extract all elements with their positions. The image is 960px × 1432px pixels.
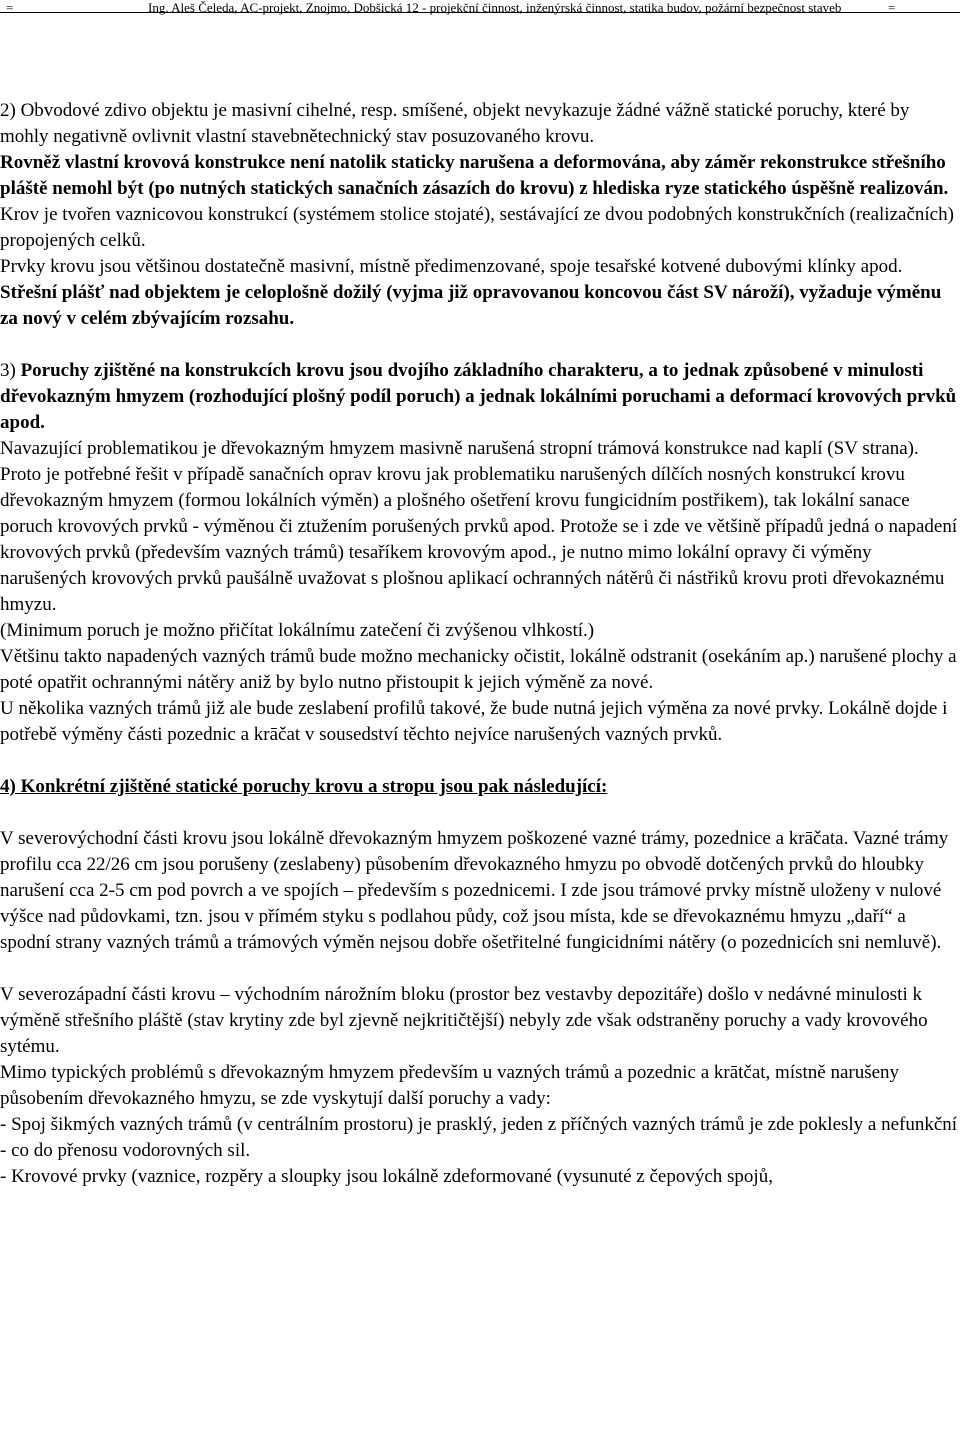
section-3-paragraph-5: U několika vazných trámů již ale bude zeslabení profilů takové, že bude nutná jejich výměna za nové prvky. Lokálně dojde i potřebě výměny části pozednic a krāčat v sousedství těchto nejvíce narušených vazných prvků.	[0, 698, 948, 745]
section-4-paragraph-2: V severozápadní části krovu – východním nárožním bloku (prostor bez vestavby depozitáře) došlo v nedávné minulosti k výměně střešního pláště (stav krytiny zde byl zjevně nejkritičtější) nebyly zde však odstraněny poruchy a vady krovového sytému.	[0, 984, 928, 1057]
section-3-lead	[0, 358, 960, 436]
section-4-paragraph-3: Mimo typických problémů s dřevokazným hmyzem především u vazných trámů a pozednic a krātčat, místně narušeny působením dřevokazného hmyzu, se zde vyskytují další poruchy a vady:	[0, 1062, 900, 1109]
section-3-paragraph-4: Většinu takto napadených vazných trámů bude možno mechanicky očistit, lokálně odstranit (osekáním ap.) narušené plochy a poté opatřit ochrannými nátěry aniž by bylo nutno přistoupit k jejich výměně za nové.	[0, 646, 957, 693]
header-rule	[0, 12, 960, 13]
section-3-paragraph-2: Proto je potřebné řešit v případě sanačních oprav krovu jak problematiku narušených dílčích nosných konstrukcí krovu dřevokazným hmyzem (formou lokálních výměn) a plošného ošetření krovu fungicidním postřikem), tak lokální sanace poruch krovových prvků - výměnou či ztužením porušených prvků apod. Protože se i zde ve většině případů jedná o napadení krovových prvků (především vazných trámů) tesaříkem krovovým apod., je nutno mimo lokální opravy či výměny narušených krovových prvků paušálně uvažovat s plošnou aplikací ochranných nátěrů či nástřiků krovu proti dřevokaznému hmyzu.	[0, 464, 958, 615]
section-3-paragraph-1: Navazující problematikou je dřevokazným hmyzem masivně narušená stropní trámová konstrukce nad kaplí (SV strana).	[0, 438, 919, 459]
section-4-paragraph-1: V severovýchodní části krovu jsou lokálně dřevokazným hmyzem poškozené vazné trámy, pozednice a krāčata. Vazné trámy profilu cca 22/26 cm jsou porušeny (zeslabeny) působením dřevokazného hmyzu po obvodě dotčených prvků do hloubky narušení cca 2-5 cm pod povrch a ve spojích – především s pozednicemi. I zde jsou trámové prvky místně uloženy v nulové výšce nad půdovkami, tzn. jsou v přímém styku s podlahou půdy, což jsou místa, kde se dřevokaznému hmyzu „daří“ a spodní strany vazných trámů a trámových výměn nejsou dobře ošetřitelné fungicidními nátěry (o pozednicích sni nemluvě).	[0, 828, 949, 953]
section-4-paragraph-5: - Krovové prvky (vaznice, rozpěry a sloupky jsou lokálně zdeformované (vysunuté z čepových spojů,	[0, 1166, 773, 1187]
section-2-paragraph-2-rest: Krov je tvořen vaznicovou konstrukcí (systémem stolice stojaté), sestávající ze dvou podobných konstrukčních (realizačních) propojených celků.	[0, 204, 954, 251]
section-2-paragraph-2-bold: Rovněž vlastní krovová konstrukce není natolik staticky narušena a deformována, aby záměr rekonstrukce střešního pláště nemohl být (po nutných statických sanačních zásazích do krovu) z hlediska ryze statického úspěšně realizován.	[0, 152, 949, 199]
section-3-lead-bold: Poruchy zjištěné na konstrukcích krovu jsou dvojího základního charakteru, a to jednak způsobené v minulosti dřevokazným hmyzem (rozhodující plošný podíl poruch) a jednak lokálními poruchami a deformací krovových prvků apod.	[0, 360, 957, 433]
header-right-mark: =	[888, 0, 896, 15]
section-2-paragraph-1: 2) Obvodové zdivo objektu je masivní cihelné, resp. smíšené, objekt nevykazuje žádné vážně statické poruchy, které by mohly negativně ovlivnit vlastní stavebnětechnický stav posuzovaného krovu.	[0, 100, 910, 147]
section-4-paragraph-4: - Spoj šikmých vazných trámů (v centrálním prostoru) je prasklý, jeden z příčných vazných trámů je zde poklesly a nefunkční - co do přenosu vodorovných sil.	[0, 1114, 958, 1161]
header-left-mark: =	[6, 0, 14, 15]
section-2-paragraph-2	[0, 150, 960, 254]
section-3-paragraph-3: (Minimum poruch je možno přičítat lokálnímu zatečení či zvýšenou vlhkostí.)	[0, 620, 595, 641]
paragraph-gap	[0, 332, 960, 358]
section-2-paragraph-4: Střešní plášť nad objektem je celoplošně dožilý (vyjma již opravovanou koncovou část SV nároží), vyžaduje výměnu za nový v celém zbývajícím rozsahu.	[0, 282, 942, 329]
document-body	[0, 98, 960, 1190]
header-text: Ing. Aleš Čeleda, AC-projekt, Znojmo, Dobšická 12 - projekční činnost, inženýrská činnost, statika budov, požární bezpečnost staveb	[148, 0, 842, 15]
section-2-paragraph-3: Prvky krovu jsou většinou dostatečně masivní, místně předimenzované, spoje tesařské kotvené dubovými klínky apod.	[0, 256, 903, 277]
paragraph-gap	[0, 956, 960, 982]
paragraph-gap	[0, 800, 960, 826]
page-header	[0, 0, 960, 24]
section-4-heading: 4) Konkrétní zjištěné statické poruchy krovu a stropu jsou pak následující:	[0, 776, 608, 797]
paragraph-gap	[0, 748, 960, 774]
section-3-number: 3)	[0, 360, 21, 381]
